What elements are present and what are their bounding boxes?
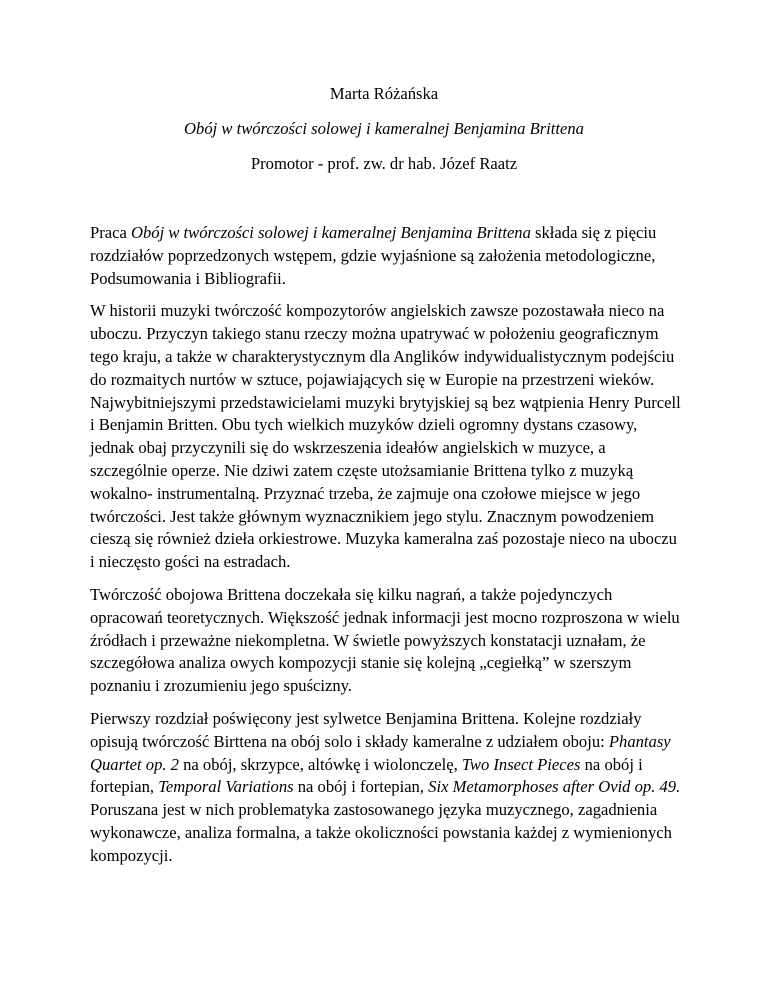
p4-text-5: Poruszana jest w nich problematyka zastosowanego języka muzycznego, zagadnienia wykonawcze, analiza formalna, a także okoliczności powstania każdej z wymienionych kompozycji. xyxy=(90,800,672,865)
p4-work-4: Six Metamorphoses after Ovid op. 49. xyxy=(428,777,681,797)
promotor-line: Promotor - prof. zw. dr hab. Józef Raatz xyxy=(250,154,518,173)
p4-text-3: na obój i fortepian, xyxy=(90,754,643,797)
p4-work-3: Temporal Variations xyxy=(158,777,294,797)
p1-lead: Praca xyxy=(90,223,131,242)
author-name: Marta Różańska xyxy=(329,84,439,103)
thesis-title: Obój w twórczości solowej i kameralnej Benjamina Brittena xyxy=(184,119,584,138)
paragraph-1 xyxy=(90,222,684,290)
body-text xyxy=(90,222,684,878)
paragraph-3: Twórczość obojowa Brittena doczekała się kilku nagrań, a także pojedynczych opracowań teoretycznych. Większość jednak informacji jest mocno rozproszona w wielu źródłach i przeważne niekompletna. W świetle powyższych konstatacji uznałam, że szczegółowa analiza owych kompozycji stanie się kolejną „cegiełką” w szerszym poznaniu i zrozumieniu jego spuścizny. xyxy=(90,584,680,696)
p4-text-4: na obój i fortepian, xyxy=(293,777,429,797)
p4-text-2: na obój, skrzypce, altówkę i wiolonczelę, xyxy=(178,754,462,774)
p1-title-italic: Obój w twórczości solowej i kameralnej Benjamina Brittena xyxy=(131,223,531,242)
p4-work-2: Two Insect Pieces xyxy=(461,754,581,774)
paragraph-2: W historii muzyki twórczość kompozytorów angielskich zawsze pozostawała nieco na uboczu. Przyczyn takiego stanu rzeczy można upatrywać w położeniu geograficznym tego kraju, a także w charakterystycznym dla Anglików indywidualistycznym podejściu do rozmaitych nurtów w sztuce, pojawiających się w Europie na przestrzeni wieków. Najwybitniejszymi przedstawicielami muzyki brytyjskiej są bez wątpienia Henry Purcell i Benjamin Britten. Obu tych wielkich muzyków dzieli ogromny dystans czasowy, jednak obaj przyczynili się do wskrzeszenia ideałów angielskich w muzyce, a szczególnie operze. Nie dziwi zatem częste utożsamianie Brittena tylko z muzyką wokalno- instrumentalną. Przyznać trzeba, że zajmuje ona czołowe miejsce w jego twórczości. Jest także głównym wyznacznikiem jego stylu. Znacznym powodzeniem cieszą się również dzieła orkiestrowe. Muzyka kameralna zaś pozostaje nieco na uboczu i nieczęsto gości na estradach. xyxy=(90,301,681,572)
p1-rest: składa się z pięciu rozdziałów poprzedzonych wstępem, gdzie wyjaśnione są założenia metodologiczne, Podsumowania i Bibliografii. xyxy=(90,223,657,288)
p4-text-1: Pierwszy rozdział poświęcony jest sylwetce Benjamina Brittena. Kolejne rozdziały opisują twórczość Birttena na obój solo i składy kameralne z udziałem oboju: xyxy=(90,708,642,751)
paragraph-4 xyxy=(90,708,684,868)
p4-work-1: Phantasy Quartet op. 2 xyxy=(90,731,671,774)
